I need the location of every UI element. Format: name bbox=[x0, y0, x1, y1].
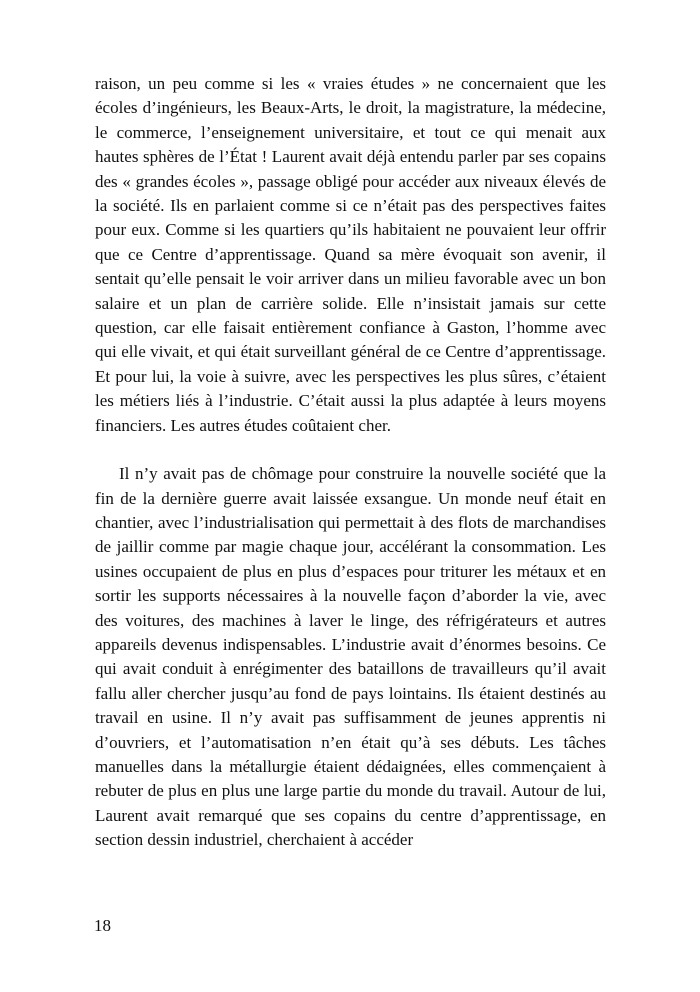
page-body bbox=[95, 72, 606, 853]
paragraph-1: raison, un peu comme si les « vraies études » ne concernaient que les écoles d’ingénieurs, les Beaux-Arts, le droit, la magistrature, la médecine, le commerce, l’enseignement universitaire, et tout ce qui menait aux hautes sphères de l’État ! Laurent avait déjà entendu parler par ses copains des « grandes écoles », passage obligé pour accéder aux niveaux élevés de la société. Ils en parlaient comme si ce n’était pas des perspectives faites pour eux. Comme si les quartiers qu’ils habitaient ne pouvaient leur offrir que ce Centre d’apprentissage. Quand sa mère évoquait son avenir, il sentait qu’elle pensait le voir arriver dans un milieu favorable avec un bon salaire et un plan de carrière solide. Elle n’insistait jamais sur cette question, car elle faisait entièrement confiance à Gaston, l’homme avec qui elle vivait, et qui était surveillant général de ce Centre d’apprentissage. Et pour lui, la voie à suivre, avec les perspectives les plus sûres, c’étaient les métiers liés à l’industrie. C’était aussi la plus adaptée à leurs moyens financiers. Les autres études coûtaient cher. bbox=[95, 74, 606, 435]
paragraph-spacer bbox=[95, 438, 606, 462]
paragraph-2: Il n’y avait pas de chômage pour construire la nouvelle société que la fin de la dernière guerre avait laissée exsangue. Un monde neuf était en chantier, avec l’industrialisation qui permettait à des flots de marchandises de jaillir comme par magie chaque jour, accélérant la consommation. Les usines occupaient de plus en plus d’espaces pour triturer les métaux et en sortir les supports nécessaires à la nouvelle façon d’aborder la vie, avec des voitures, des machines à laver le linge, des réfrigérateurs et autres appareils devenus indispensables. L’industrie avait d’énormes besoins. Ce qui avait conduit à enrégimenter des bataillons de travailleurs qu’il avait fallu aller chercher jusqu’au fond de pays lointains. Ils étaient destinés au travail en usine. Il n’y avait pas suffisamment de jeunes apprentis ni d’ouvriers, et l’automatisation n’en était qu’à ses débuts. Les tâches manuelles dans la métallurgie étaient dédaignées, elles commençaient à rebuter de plus en plus une large partie du monde du travail. Autour de lui, Laurent avait remarqué que ses copains du centre d’apprentissage, en section dessin industriel, cherchaient à accéder bbox=[95, 464, 606, 850]
page-number: 18 bbox=[94, 916, 111, 935]
